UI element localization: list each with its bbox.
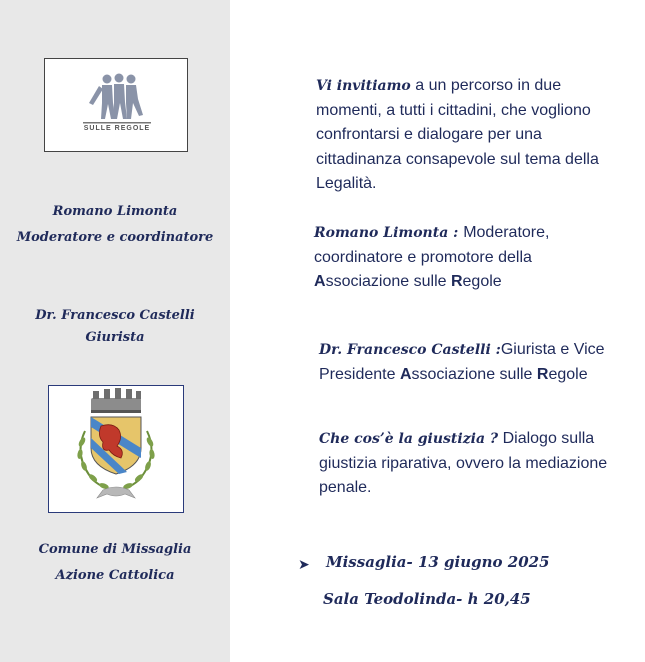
arrow-bullet-icon: ➤ [298,557,310,573]
topic-paragraph [319,427,619,501]
speaker-name: Dr. Francesco Castelli [35,308,195,323]
moderator-separator: : [448,225,464,241]
topic-text: Dialogo sulla giustizia riparativa, ovvero la mediazione penale. [319,430,608,496]
speaker-paragraph [319,338,639,387]
sidebar-organizers [0,537,230,589]
topic-lead: Che cos’è la giustizia ? [319,431,499,447]
assoc-initial-r: R [536,365,549,383]
assoc-text-end: egole [548,365,588,383]
assoc-initial-a: A [314,273,326,290]
assoc-text: ssociazione sulle [411,365,537,383]
moderator-paragraph [314,221,619,295]
moderator-name: Romano Limonta [52,204,178,219]
sidebar-speaker [0,305,230,349]
organizer-azione: Azione Cattolica [55,568,175,583]
event-date: Missaglia- 13 giugno 2025 [326,553,550,571]
left-sidebar [0,0,230,662]
organizer-comune: Comune di Missaglia [38,542,192,557]
speaker-description: Giurista e Vice Presidente [319,341,605,383]
sidebar-moderator [0,199,230,251]
speaker-separator: : [490,342,501,358]
main-content [230,0,645,662]
invite-text: a un percorso in due momenti, a tutti i cittadini, che vogliono confrontarsi e dialogare per una cittadinanza consapevole sul tema della Legalità. [316,77,599,192]
association-logo [44,58,188,152]
moderator-paragraph-name: Romano Limonta [314,225,449,241]
assoc-text: ssociazione sulle [325,273,451,290]
crest-frame [48,385,184,513]
event-venue: Sala Teodolinda- h 20,45 [323,590,531,608]
speaker-role: Giurista [85,330,145,345]
moderator-role: Moderatore e coordinatore [16,230,214,245]
invite-lead: Vi invitiamo [316,78,411,94]
assoc-text-end: egole [462,273,502,290]
speaker-paragraph-name: Dr. Francesco Castelli [319,342,491,358]
municipal-crest-icon [49,386,183,512]
invite-paragraph [316,74,616,197]
logo-caption: SULLE REGOLE [83,125,151,132]
moderator-description: Moderatore, coordinatore e promotore della [314,224,550,266]
assoc-initial-r: R [450,273,463,290]
assoc-initial-a: A [399,365,412,383]
three-people-logo-icon [45,59,189,153]
